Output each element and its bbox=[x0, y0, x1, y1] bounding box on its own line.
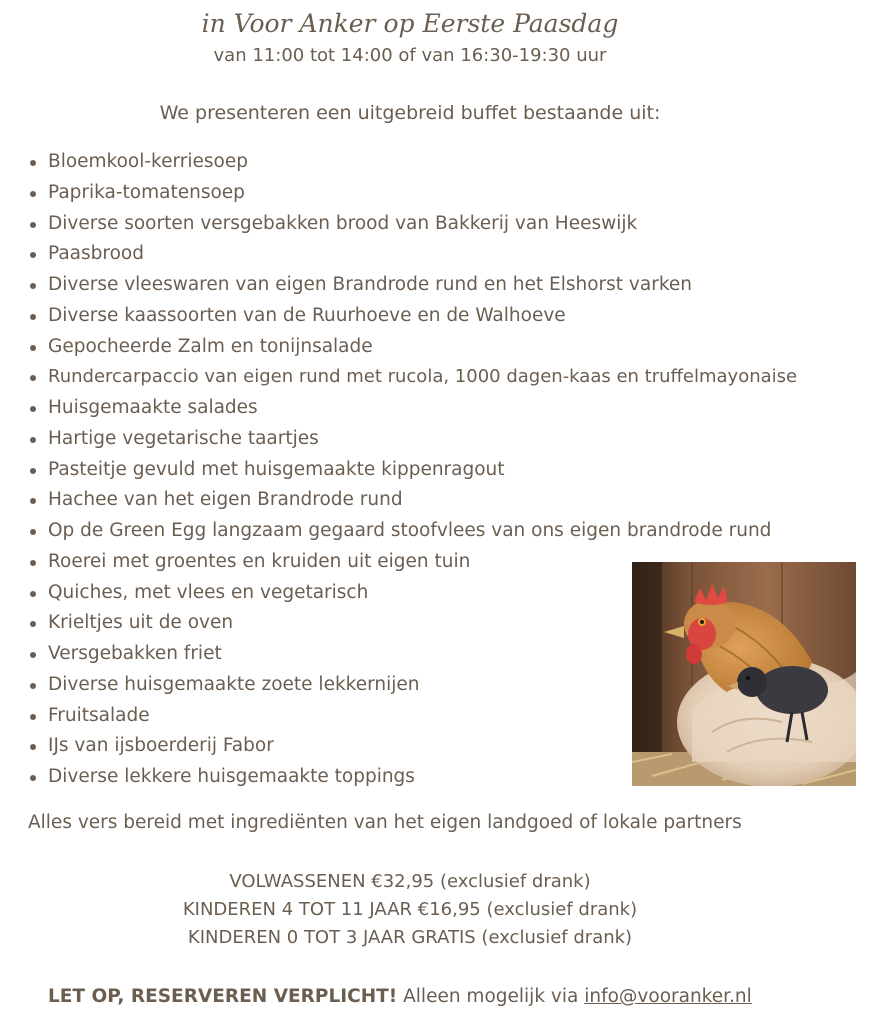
reservation-notice bbox=[48, 983, 752, 1011]
list-item: Paprika-tomatensoep bbox=[28, 178, 863, 209]
reservation-text: Alleen mogelijk via bbox=[397, 986, 585, 1007]
list-item: Diverse huisgemaakte zoete lekkernijen bbox=[28, 670, 863, 701]
list-item: Roerei met groentes en kruiden uit eigen tuin bbox=[28, 547, 863, 578]
list-item: Op de Green Egg langzaam gegaard stoofvlees van ons eigen brandrode rund bbox=[28, 516, 863, 547]
list-item: Paasbrood bbox=[28, 239, 863, 270]
reservation-required-label: LET OP, RESERVEREN VERPLICHT! bbox=[48, 986, 398, 1007]
email-link[interactable]: info@vooranker.nl bbox=[584, 986, 752, 1007]
hen-with-chick-photo bbox=[632, 562, 856, 786]
list-item: IJs van ijsboerderij Fabor bbox=[28, 731, 863, 762]
list-item: Rundercarpaccio van eigen rund met rucola, 1000 dagen-kaas en truffelmayonaise bbox=[28, 362, 863, 393]
list-item: Huisgemaakte salades bbox=[28, 393, 863, 424]
list-item: Bloemkool-kerriesoep bbox=[28, 147, 863, 178]
list-item: Krieltjes uit de oven bbox=[28, 608, 863, 639]
list-item: Quiches, met vlees en vegetarisch bbox=[28, 578, 863, 609]
list-item: Diverse vleeswaren van eigen Brandrode rund en het Elshorst varken bbox=[28, 270, 863, 301]
ingredients-note: Alles vers bereid met ingrediënten van het eigen landgoed of lokale partners bbox=[28, 812, 742, 833]
list-item: Hartige vegetarische taartjes bbox=[28, 424, 863, 455]
list-item: Pasteitje gevuld met huisgemaakte kippenragout bbox=[28, 455, 863, 486]
list-item: Diverse kaassoorten van de Ruurhoeve en de Walhoeve bbox=[28, 301, 863, 332]
price-adults: VOLWASSENEN €32,95 (exclusief drank) bbox=[229, 871, 591, 892]
price-list bbox=[0, 868, 820, 952]
list-item: Gepocheerde Zalm en tonijnsalade bbox=[28, 332, 863, 363]
list-item: Hachee van het eigen Brandrode rund bbox=[28, 485, 863, 516]
opening-hours: van 11:00 tot 14:00 of van 16:30-19:30 uur bbox=[213, 45, 607, 66]
list-item: Diverse lekkere huisgemaakte toppings bbox=[28, 762, 863, 793]
list-item: Fruitsalade bbox=[28, 701, 863, 732]
buffet-intro: We presenteren een uitgebreid buffet bestaande uit: bbox=[159, 102, 661, 124]
price-kids-0-3: KINDEREN 0 TOT 3 JAAR GRATIS (exclusief drank) bbox=[187, 927, 633, 948]
list-item: Diverse soorten versgebakken brood van Bakkerij van Heeswijk bbox=[28, 209, 863, 240]
page-title: in Voor Anker op Eerste Paasdag bbox=[201, 9, 619, 38]
price-kids-4-11: KINDEREN 4 TOT 11 JAAR €16,95 (exclusief drank) bbox=[182, 899, 638, 920]
list-item: Versgebakken friet bbox=[28, 639, 863, 670]
